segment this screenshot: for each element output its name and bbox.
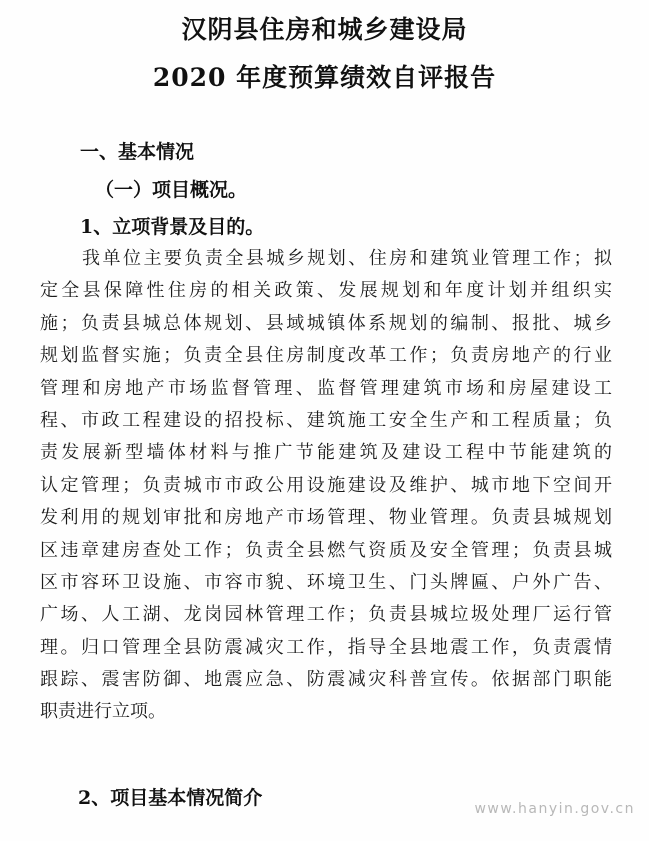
document-subtitle: 2020 年度预算绩效自评报告 — [152, 63, 497, 92]
paragraph-line: 跟踪、震害防御、地震应急、防震减灾科普宣传。依据部门职能 — [40, 669, 612, 691]
paragraph-line: 定全县保障性住房的相关政策、发展规划和年度计划并组织实 — [40, 280, 612, 302]
body-paragraph — [40, 243, 612, 729]
section-heading-basic-info: 一、基本情况 — [80, 141, 195, 163]
paragraph-line: 区市容环卫设施、市容市貌、环境卫生、门头牌匾、户外广告、 — [40, 571, 612, 593]
paragraph-line: 认定管理；负责城市市政公用设施建设及维护、城市地下空间开 — [40, 474, 612, 496]
paragraph-line: 职责进行立项。 — [40, 701, 166, 723]
paragraph-line: 责发展新型墙体材料与推广节能建筑及建设工程中节能建筑的 — [40, 442, 612, 464]
paragraph-line: 区违章建房查处工作；负责全县燃气资质及安全管理；负责县城 — [40, 539, 612, 561]
paragraph-line: 程、市政工程建设的招投标、建筑施工安全生产和工程质量；负 — [40, 409, 612, 431]
paragraph-line: 施；负责县城总体规划、县域城镇体系规划的编制、报批、城乡 — [40, 312, 612, 334]
paragraph-line: 规划监督实施；负责全县住房制度改革工作；负责房地产的行业 — [40, 345, 612, 367]
paragraph-line: 理。归口管理全县防震减灾工作，指导全县地震工作，负责震情 — [40, 636, 612, 658]
item-heading-project-summary: 2、项目基本情况简介 — [78, 787, 263, 809]
paragraph-line: 发利用的规划审批和房地产市场管理、物业管理。负责县城规划 — [40, 507, 612, 529]
paragraph-line: 广场、人工湖、龙岗园林管理工作；负责县城垃圾处理厂运行管 — [40, 604, 612, 626]
paragraph-line: 我单位主要负责全县城乡规划、住房和建筑业管理工作；拟 — [82, 248, 612, 269]
site-watermark: www.hanyin.gov.cn — [474, 801, 635, 817]
subsection-heading-overview: （一）项目概况。 — [95, 179, 248, 201]
document-title: 汉阴县住房和城乡建设局 — [181, 15, 468, 44]
item-heading-background: 1、立项背景及目的。 — [80, 216, 265, 238]
paragraph-line: 管理和房地产市场监督管理、监督管理建筑市场和房屋建设工 — [40, 377, 612, 399]
